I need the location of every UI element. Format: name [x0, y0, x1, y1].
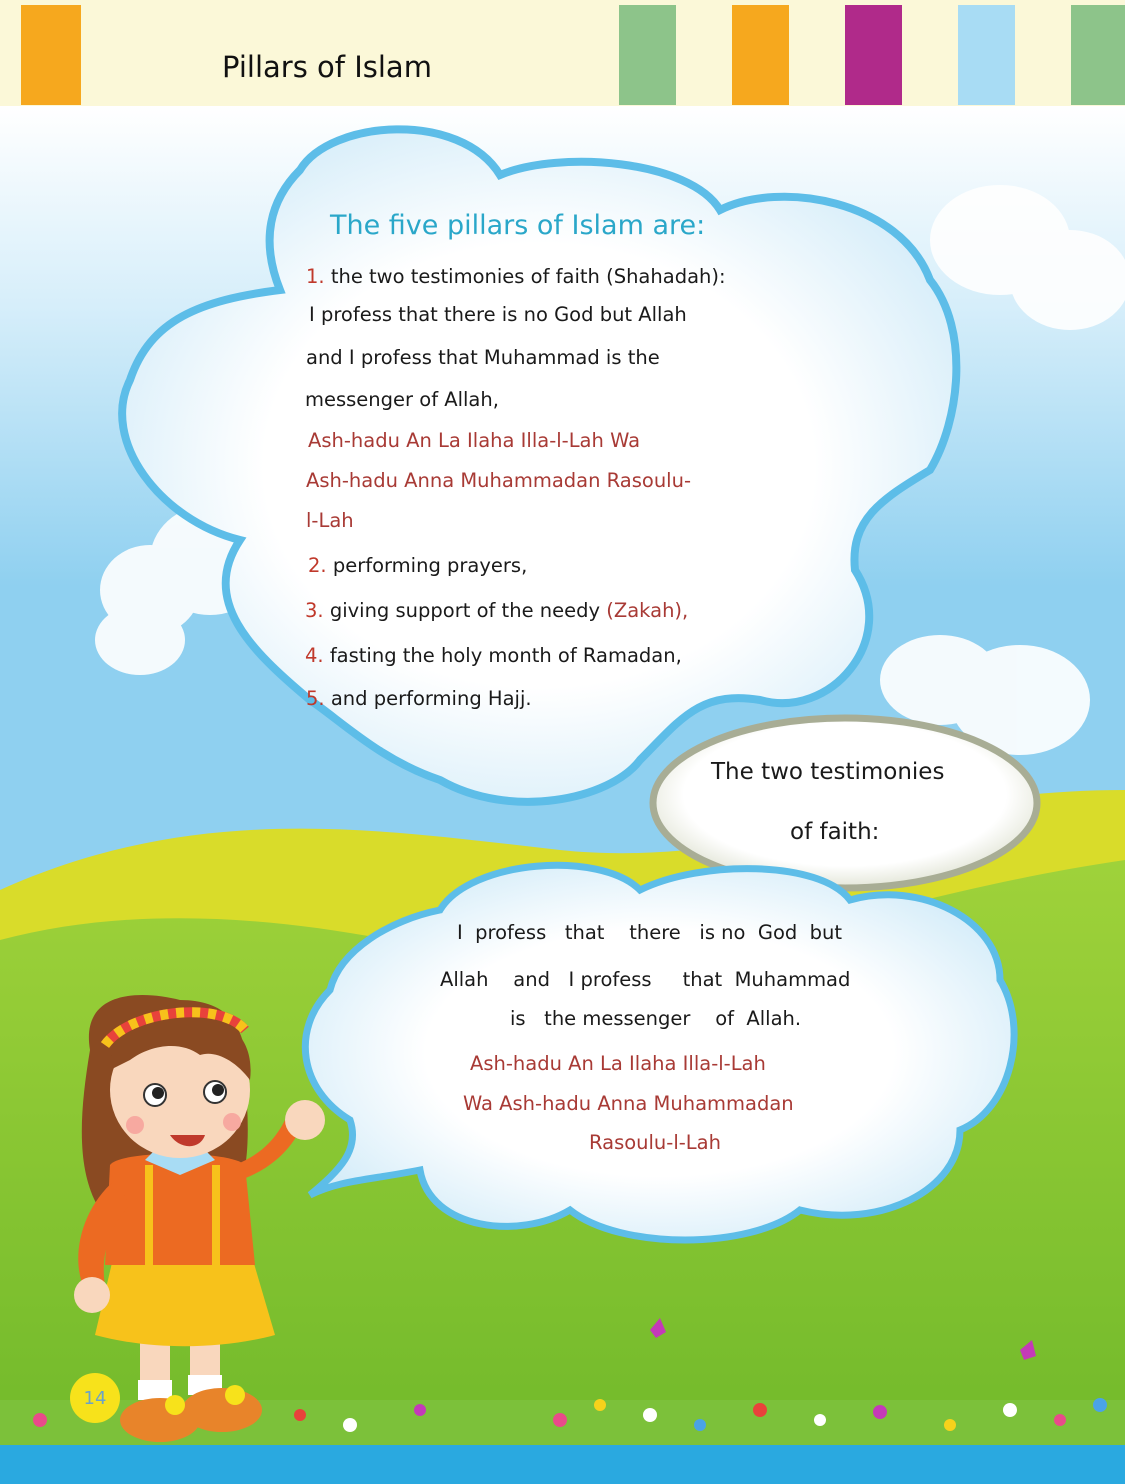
list-item: [306, 265, 726, 288]
item-number: 4.: [305, 644, 324, 667]
shahadah-line: I profess that there is no God but Allah: [309, 303, 687, 326]
list-item: [305, 644, 682, 667]
item-number: 2.: [308, 554, 327, 577]
list-item: [306, 687, 532, 710]
transliteration-line: l-Lah: [306, 509, 354, 532]
item-text: fasting the holy month of Ramadan,: [329, 644, 682, 667]
item-text: the two testimonies of faith (Shahadah):: [330, 265, 726, 288]
item-text: performing prayers,: [332, 554, 528, 577]
shahadah-line: and I profess that Muhammad is the: [306, 346, 660, 369]
item-number: 3.: [305, 599, 324, 622]
testimony-line: is the messenger of Allah.: [510, 1007, 802, 1030]
testimony-line: Allah and I profess that Muhammad: [440, 968, 851, 991]
item-number: 5.: [306, 687, 325, 710]
oval-title-line: The two testimonies: [711, 759, 945, 785]
transliteration-line: Wa Ash-hadu Anna Muhammadan: [463, 1092, 794, 1115]
page-number: 14: [70, 1373, 120, 1423]
item-text: giving support of the needy: [329, 599, 601, 622]
item-highlight: (Zakah),: [606, 599, 689, 622]
testimony-line: I profess that there is no God but: [457, 921, 843, 944]
item-number: 1.: [306, 265, 325, 288]
transliteration-line: Ash-hadu Anna Muhammadan Rasoulu-: [306, 469, 691, 492]
oval-title-line: of faith:: [790, 819, 880, 845]
item-text: and performing Hajj.: [330, 687, 532, 710]
transliteration-line: Ash-hadu An La Ilaha Illa-l-Lah Wa: [308, 429, 641, 452]
list-item: [308, 554, 527, 577]
pillars-heading: The five pillars of Islam are:: [330, 210, 706, 241]
transliteration-line: Ash-hadu An La Ilaha Illa-l-Lah: [470, 1052, 766, 1075]
shahadah-line: messenger of Allah,: [305, 388, 499, 411]
page-title: Pillars of Islam: [222, 50, 432, 84]
transliteration-line: Rasoulu-l-Lah: [589, 1131, 721, 1154]
list-item: [305, 599, 688, 622]
